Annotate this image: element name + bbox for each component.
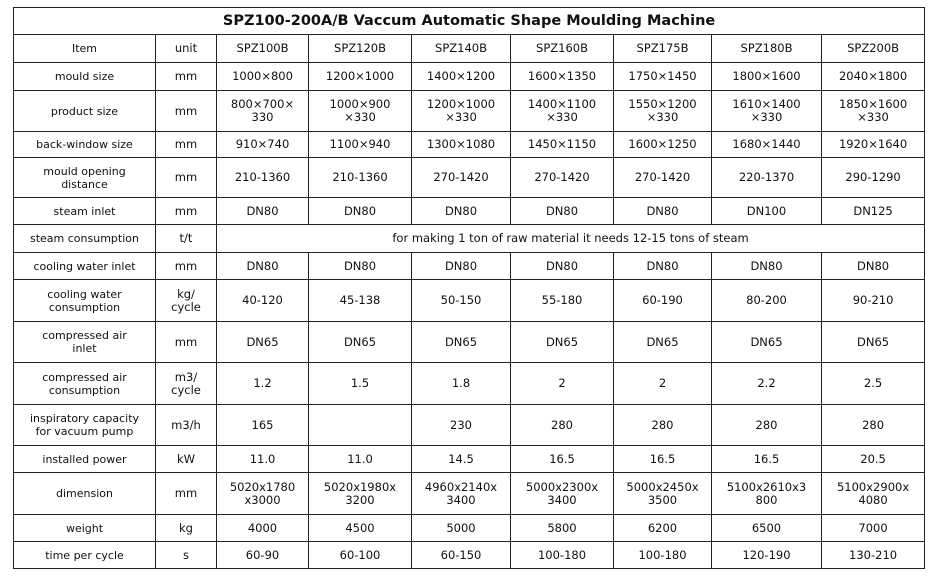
row-value: 5100x2900x 4080 <box>822 473 925 515</box>
row-value: 6500 <box>712 515 822 542</box>
header-item: Item <box>14 35 156 63</box>
header-model: SPZ175B <box>614 35 712 63</box>
row-item: steam inlet <box>14 198 156 225</box>
row-unit: m3/h <box>156 405 217 446</box>
row-value: 210-1360 <box>217 158 309 198</box>
row-value: 100-180 <box>614 542 712 569</box>
row-value: DN80 <box>511 198 614 225</box>
row-value: 220-1370 <box>712 158 822 198</box>
row-value: 1000×900 ×330 <box>309 91 412 132</box>
row-value: 1200×1000 ×330 <box>412 91 511 132</box>
table-row <box>14 363 925 405</box>
row-value: 280 <box>822 405 925 446</box>
row-value: 11.0 <box>309 446 412 473</box>
row-note: for making 1 ton of raw material it needs 12-15 tons of steam <box>217 225 925 253</box>
row-value: 1450×1150 <box>511 132 614 158</box>
row-value: 5100x2610x3 800 <box>712 473 822 515</box>
row-value: 800×700× 330 <box>217 91 309 132</box>
row-value: 1.2 <box>217 363 309 405</box>
row-value: 120-190 <box>712 542 822 569</box>
row-value: 5800 <box>511 515 614 542</box>
row-value: 1750×1450 <box>614 63 712 91</box>
row-value: DN65 <box>712 322 822 363</box>
row-value: 270-1420 <box>412 158 511 198</box>
row-unit: kg/ cycle <box>156 280 217 322</box>
header-model: SPZ140B <box>412 35 511 63</box>
table-row <box>14 63 925 91</box>
row-item: time per cycle <box>14 542 156 569</box>
row-value: 2 <box>614 363 712 405</box>
row-unit: mm <box>156 198 217 225</box>
row-value: 1680×1440 <box>712 132 822 158</box>
row-value: DN100 <box>712 198 822 225</box>
table-row <box>14 158 925 198</box>
row-value: 165 <box>217 405 309 446</box>
row-value <box>309 405 412 446</box>
row-item: compressed air consumption <box>14 363 156 405</box>
row-value: 2 <box>511 363 614 405</box>
row-value: 1850×1600 ×330 <box>822 91 925 132</box>
table-row <box>14 132 925 158</box>
row-value: 5020x1980x 3200 <box>309 473 412 515</box>
row-item: cooling water inlet <box>14 253 156 280</box>
row-value: DN80 <box>614 253 712 280</box>
table-row <box>14 198 925 225</box>
row-item: product size <box>14 91 156 132</box>
row-value: 11.0 <box>217 446 309 473</box>
row-value: DN65 <box>511 322 614 363</box>
table-row <box>14 225 925 253</box>
header-model: SPZ200B <box>822 35 925 63</box>
row-value: DN80 <box>309 253 412 280</box>
row-unit: kg <box>156 515 217 542</box>
row-value: 1300×1080 <box>412 132 511 158</box>
row-item: cooling water consumption <box>14 280 156 322</box>
row-value: 1400×1200 <box>412 63 511 91</box>
row-value: DN80 <box>712 253 822 280</box>
row-value: 270-1420 <box>511 158 614 198</box>
row-value: 2040×1800 <box>822 63 925 91</box>
row-item: back-window size <box>14 132 156 158</box>
row-value: 16.5 <box>511 446 614 473</box>
row-value: 80-200 <box>712 280 822 322</box>
row-value: 40-120 <box>217 280 309 322</box>
table-row <box>14 515 925 542</box>
row-value: 60-90 <box>217 542 309 569</box>
row-value: 270-1420 <box>614 158 712 198</box>
row-value: 910×740 <box>217 132 309 158</box>
row-value: 290-1290 <box>822 158 925 198</box>
header-model: SPZ100B <box>217 35 309 63</box>
row-value: 1200×1000 <box>309 63 412 91</box>
row-value: 280 <box>614 405 712 446</box>
row-item: mould size <box>14 63 156 91</box>
row-unit: mm <box>156 158 217 198</box>
row-value: DN65 <box>217 322 309 363</box>
row-value: 55-180 <box>511 280 614 322</box>
row-value: 2.5 <box>822 363 925 405</box>
row-value: 16.5 <box>712 446 822 473</box>
header-unit: unit <box>156 35 217 63</box>
row-unit: s <box>156 542 217 569</box>
row-value: 1.5 <box>309 363 412 405</box>
row-value: 1550×1200 ×330 <box>614 91 712 132</box>
table-row <box>14 253 925 280</box>
row-value: 130-210 <box>822 542 925 569</box>
row-value: DN80 <box>822 253 925 280</box>
row-value: 90-210 <box>822 280 925 322</box>
spec-sheet <box>13 7 924 569</box>
row-value: 1600×1350 <box>511 63 614 91</box>
row-value: DN80 <box>412 253 511 280</box>
row-unit: mm <box>156 473 217 515</box>
row-value: 230 <box>412 405 511 446</box>
row-value: 16.5 <box>614 446 712 473</box>
row-value: DN80 <box>309 198 412 225</box>
table-row <box>14 542 925 569</box>
row-value: 1610×1400 ×330 <box>712 91 822 132</box>
table-row <box>14 91 925 132</box>
row-value: 60-190 <box>614 280 712 322</box>
row-value: 5020x1780 x3000 <box>217 473 309 515</box>
row-value: 1800×1600 <box>712 63 822 91</box>
row-value: 1600×1250 <box>614 132 712 158</box>
row-unit: mm <box>156 63 217 91</box>
row-unit: kW <box>156 446 217 473</box>
table-row <box>14 280 925 322</box>
table-row <box>14 322 925 363</box>
row-value: 1920×1640 <box>822 132 925 158</box>
row-unit: mm <box>156 322 217 363</box>
row-unit: t/t <box>156 225 217 253</box>
row-value: 280 <box>511 405 614 446</box>
row-value: 280 <box>712 405 822 446</box>
row-value: 7000 <box>822 515 925 542</box>
row-value: DN80 <box>614 198 712 225</box>
row-value: 4500 <box>309 515 412 542</box>
row-value: 1000×800 <box>217 63 309 91</box>
row-value: 5000 <box>412 515 511 542</box>
row-item: installed power <box>14 446 156 473</box>
row-item: weight <box>14 515 156 542</box>
header-model: SPZ120B <box>309 35 412 63</box>
row-value: DN65 <box>412 322 511 363</box>
row-value: 50-150 <box>412 280 511 322</box>
row-value: 4000 <box>217 515 309 542</box>
row-value: 6200 <box>614 515 712 542</box>
row-value: 60-100 <box>309 542 412 569</box>
row-value: 1100×940 <box>309 132 412 158</box>
row-value: 60-150 <box>412 542 511 569</box>
row-value: DN65 <box>614 322 712 363</box>
row-unit: mm <box>156 253 217 280</box>
row-item: steam consumption <box>14 225 156 253</box>
row-value: 1400×1100 ×330 <box>511 91 614 132</box>
row-value: 5000x2450x 3500 <box>614 473 712 515</box>
row-item: compressed air inlet <box>14 322 156 363</box>
row-value: DN80 <box>511 253 614 280</box>
row-value: DN125 <box>822 198 925 225</box>
header-model: SPZ160B <box>511 35 614 63</box>
row-value: 5000x2300x 3400 <box>511 473 614 515</box>
row-value: 45-138 <box>309 280 412 322</box>
row-value: 14.5 <box>412 446 511 473</box>
table-row <box>14 446 925 473</box>
row-value: DN80 <box>412 198 511 225</box>
row-item: dimension <box>14 473 156 515</box>
spec-table <box>13 7 925 569</box>
row-item: inspiratory capacity for vacuum pump <box>14 405 156 446</box>
row-value: 2.2 <box>712 363 822 405</box>
header-row <box>14 35 925 63</box>
table-row <box>14 405 925 446</box>
row-value: 4960x2140x 3400 <box>412 473 511 515</box>
row-value: 1.8 <box>412 363 511 405</box>
row-unit: m3/ cycle <box>156 363 217 405</box>
row-unit: mm <box>156 91 217 132</box>
header-model: SPZ180B <box>712 35 822 63</box>
table-row <box>14 473 925 515</box>
row-value: DN65 <box>309 322 412 363</box>
row-value: 20.5 <box>822 446 925 473</box>
row-value: 100-180 <box>511 542 614 569</box>
row-item: mould opening distance <box>14 158 156 198</box>
row-value: 210-1360 <box>309 158 412 198</box>
row-unit: mm <box>156 132 217 158</box>
row-value: DN80 <box>217 253 309 280</box>
row-value: DN80 <box>217 198 309 225</box>
table-title: SPZ100-200A/B Vaccum Automatic Shape Moulding Machine <box>14 8 925 35</box>
row-value: DN65 <box>822 322 925 363</box>
